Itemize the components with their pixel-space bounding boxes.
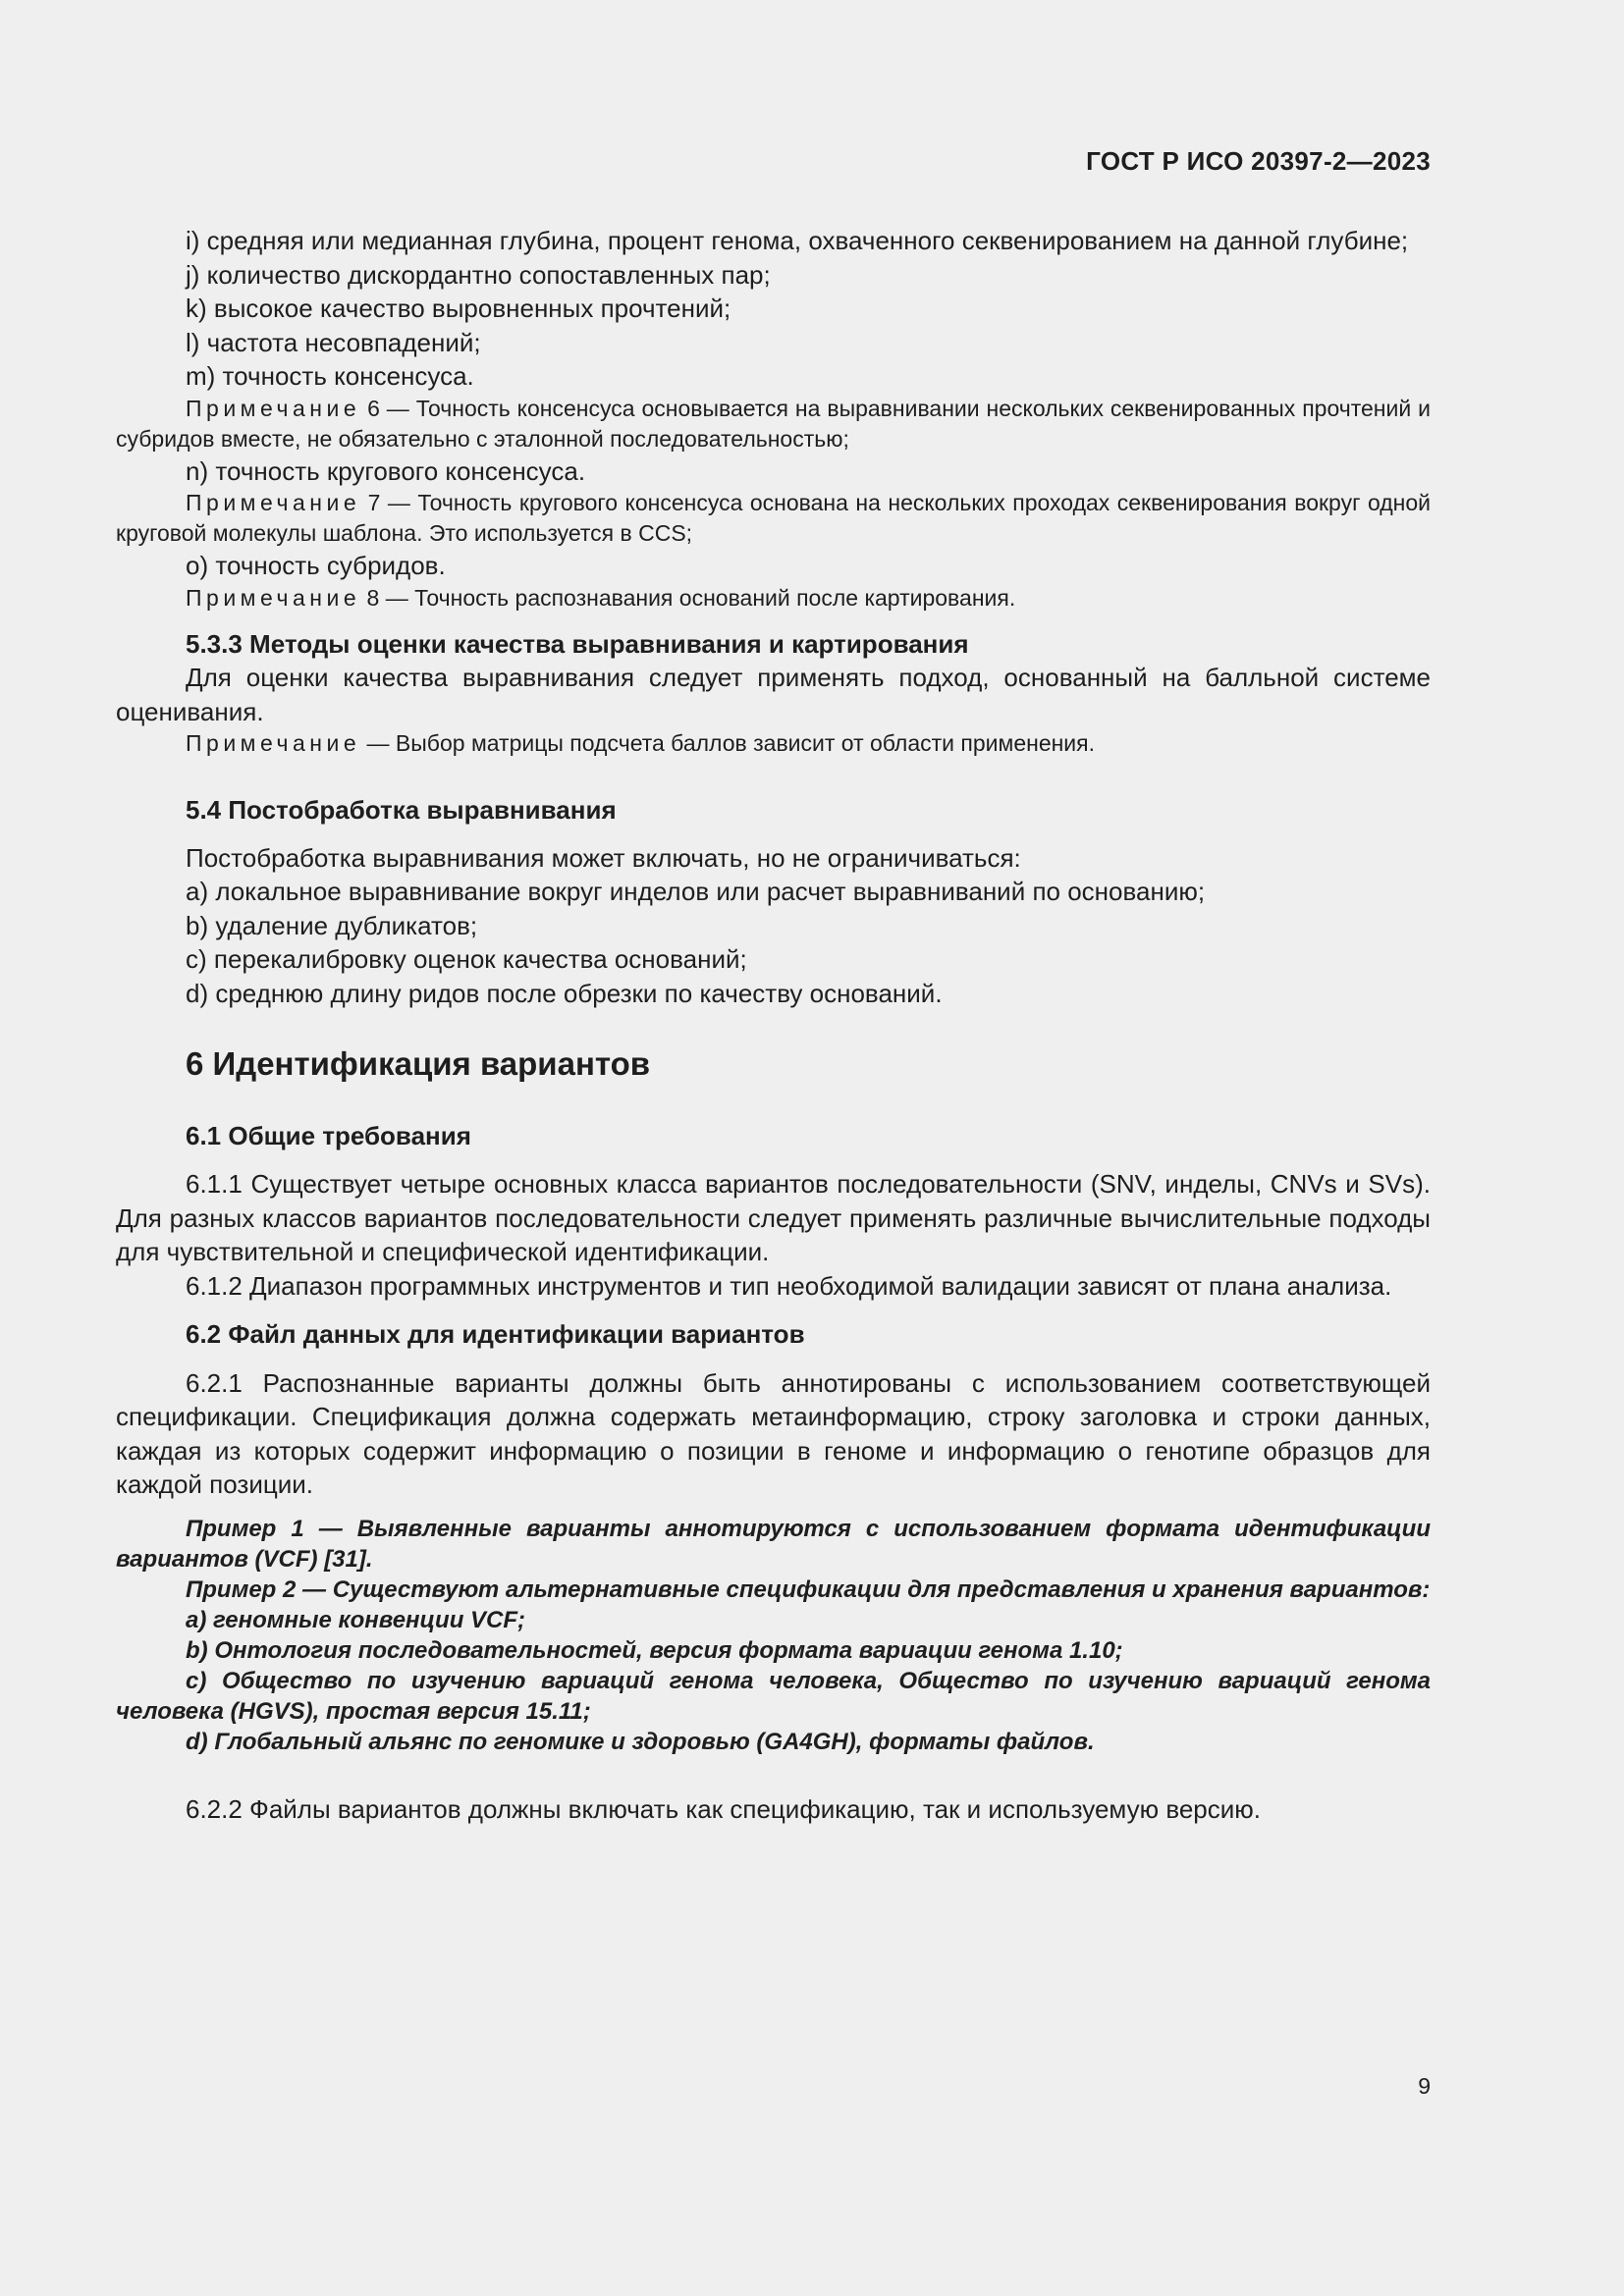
note-7 (116, 488, 1431, 549)
section-5-4-title: 5.4 Постобработка выравнивания (186, 795, 617, 825)
section-5-3-3-title: 5.3.3 Методы оценки качества выравнивания и картирования (186, 628, 969, 659)
section-5-3-3-note (116, 728, 1431, 759)
list-item-b: b) удаление дубликатов; (186, 910, 478, 940)
section-6-title: 6 Идентификация вариантов (186, 1045, 651, 1082)
note-text: 8 — Точность распознавания оснований после картирования. (360, 584, 1016, 611)
note-6 (116, 394, 1431, 454)
note-label: Примечание (186, 584, 361, 611)
paragraph-6-2-1: 6.2.1 Распознанные варианты должны быть аннотированы с использованием соответствующей спецификации. Спецификация должна содержать метаинформацию, строку заголовка и строки данных, каждая из которых содержит информацию о позиции в геноме и информацию о генотипе образцов для каждой позиции. (116, 1367, 1431, 1499)
list-item-d: d) среднюю длину ридов после обрезки по качеству оснований. (186, 978, 943, 1008)
list-item-k: k) высокое качество выровненных прочтений; (186, 294, 731, 323)
example-item-a: a) геномные конвенции VCF; (186, 1606, 526, 1633)
note-8 (116, 583, 1431, 614)
section-5-3-3-text: Для оценки качества выравнивания следует применять подход, основанный на балльной системе оценивания. (116, 663, 1431, 726)
note-label: Примечание (186, 490, 361, 515)
note-text: 6 — Точность консенсуса основывается на выравнивании нескольких секвенированных прочтений и субридов вместе, не обязательно с эталонной последовательностью; (116, 395, 1431, 452)
note-label: Примечание (186, 730, 361, 756)
list-item-n: n) точность кругового консенсуса. (186, 455, 586, 486)
example-1: Пример 1 — Выявленные варианты аннотируются с использованием формата идентификации вариантов (VCF) [31]. (116, 1515, 1431, 1573)
section-6-1-title: 6.1 Общие требования (186, 1120, 471, 1150)
page-number: 9 (1418, 2073, 1431, 2099)
list-item-c: c) перекалибровку оценок качества оснований; (186, 944, 747, 974)
document-body (116, 224, 1431, 1826)
section-5-4-intro: Постобработка выравнивания может включать, но не ограничиваться: (186, 842, 1021, 873)
paragraph-6-2-2: 6.2.2 Файлы вариантов должны включать как спецификацию, так и используемую версию. (186, 1793, 1262, 1824)
example-item-b: b) Онтология последовательностей, версия формата вариации генома 1.10; (186, 1636, 1123, 1664)
paragraph-6-1-2: 6.1.2 Диапазон программных инструментов и тип необходимой валидации зависят от плана анализа. (186, 1270, 1392, 1301)
example-item-d: d) Глобальный альянс по геномике и здоровью (GA4GH), форматы файлов. (186, 1728, 1095, 1755)
example-2: Пример 2 — Существуют альтернативные спецификации для представления и хранения вариантов: (186, 1575, 1431, 1603)
list-item-m: m) точность консенсуса. (186, 361, 474, 391)
paragraph-6-1-1: 6.1.1 Существует четыре основных класса вариантов последовательности (SNV, инделы, CNVs и SVs). Для разных классов вариантов последовательности следует применять различные вычислительные подходы для чувствительной и специфической идентификации. (116, 1169, 1431, 1266)
example-item-c: c) Общество по изучению вариаций генома человека, Общество по изучению вариаций генома человека (HGVS), простая версия 15.11; (116, 1667, 1431, 1725)
list-item-j: j) количество дискордантно сопоставленных пар; (186, 259, 771, 290)
list-item-a: a) локальное выравнивание вокруг инделов или расчет выравниваний по основанию; (186, 877, 1206, 906)
document-header: ГОСТ Р ИСО 20397-2—2023 (1086, 146, 1431, 176)
note-text: — Выбор матрицы подсчета баллов зависит от области применения. (360, 730, 1095, 756)
section-6-2-title: 6.2 Файл данных для идентификации вариантов (186, 1319, 805, 1349)
note-text: 7 — Точность кругового консенсуса основана на нескольких проходах секвенирования вокруг одной круговой молекулы шаблона. Это используется в CCS; (116, 490, 1431, 546)
list-item-i: i) средняя или медианная глубина, процент генома, охваченного секвенированием на данной глубине; (186, 226, 1409, 255)
list-item-l: l) частота несовпадений; (186, 327, 481, 357)
note-label: Примечание (186, 395, 361, 421)
list-item-o: о) точность субридов. (186, 551, 446, 580)
